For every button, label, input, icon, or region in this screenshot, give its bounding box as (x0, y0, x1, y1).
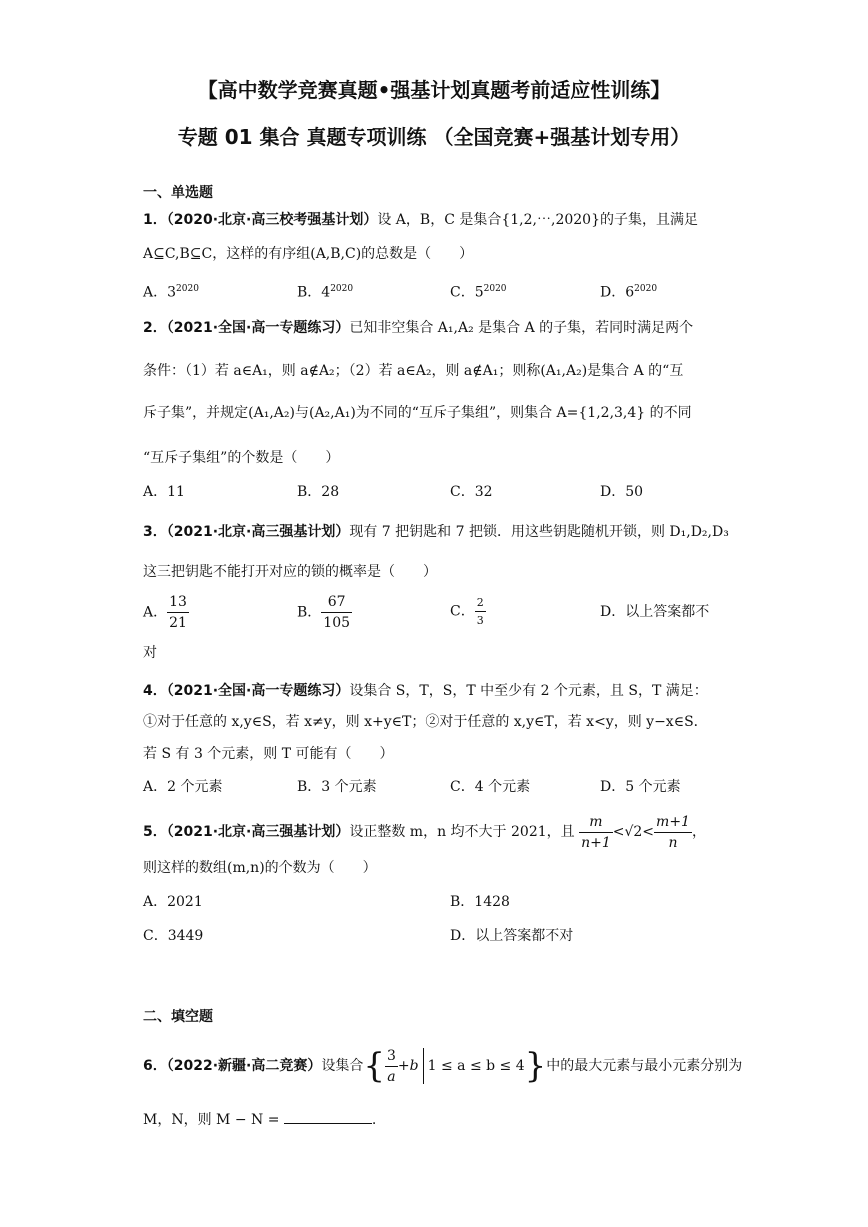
option-b: B．$4^{2020}$ (297, 284, 354, 301)
question-text: 设正整数 m，n 均不大于 2021，且 (349, 824, 575, 840)
question-number: 3． (143, 524, 167, 540)
question-5: 5．（2021·北京·高三强基计划）设正整数 m，n 均不大于 2021，且 $\frac{m}{n+1}$ <√2< $\frac{m+1}{n}$ ， (143, 813, 706, 851)
question-1 (143, 210, 723, 230)
document-title: 【高中数学竞赛真题•强基计划真题考前适应性训练】 (197, 78, 671, 102)
question-2 (143, 318, 723, 338)
fraction: $\frac{13}{21}$ (169, 594, 187, 631)
question-text: 已知非空集合 A₁,A₂ 是集合 A 的子集，若同时满足两个 (349, 320, 694, 336)
question-2-line-2: 条件：（1）若 a∈A₁，则 a∉A₂；（2）若 a∈A₂，则 a∉A₁；则称(A₁,A₂)是集合 A 的“互 (143, 363, 684, 379)
option-c: C．3449 (143, 928, 204, 944)
question-number: 4． (143, 683, 167, 699)
question-1-line-2: A⊆C,B⊆C，这样的有序组(A,B,C)的总数是（ ） (143, 246, 474, 262)
option-b: B． $\frac{67}{105}$ (297, 594, 351, 631)
question-3-line-2: 这三把钥匙不能打开对应的锁的概率是（ ） (143, 564, 437, 580)
option-c: C．4 个元素 (450, 779, 531, 795)
option-d: D．以上答案都不 (600, 604, 710, 620)
question-2-line-4: “互斥子集组”的个数是（ ） (143, 450, 340, 466)
option-b: B．28 (297, 484, 340, 500)
question-5-line-2: 则这样的数组(m,n)的个数为（ ） (143, 860, 377, 876)
question-3 (143, 522, 729, 542)
option-d: D．50 (600, 484, 644, 500)
question-6: 6．（2022·新疆·高二竞赛）设集合{ $\frac{3}{a}$ +b 1 ≤ a ≤ b ≤ 4}中的最大元素与最小元素分别为 (143, 1046, 743, 1086)
option-a: A．2021 (143, 894, 203, 910)
option-b: B．3 个元素 (297, 779, 377, 795)
fraction: $\frac{m}{n+1}$ (581, 813, 611, 851)
question-2-line-3: 斥子集”，并规定(A₁,A₂)与(A₂,A₁)为不同的“互斥子集组”，则集合 A={1,2,3,4} 的不同 (143, 405, 692, 421)
question-4-line-3: 若 S 有 3 个元素，则 T 可能有（ ） (143, 746, 394, 762)
fraction: $\frac{3}{a}$ (387, 1047, 396, 1085)
question-4 (143, 681, 723, 701)
question-number: 5． (143, 824, 167, 840)
question-source: （2022·新疆·高二竞赛） (166, 1058, 322, 1074)
question-number: 2． (143, 320, 167, 336)
inequality-text: <√2< (612, 824, 655, 840)
fraction: $\frac{m+1}{n}$ (656, 813, 690, 851)
option-b: B．1428 (450, 894, 510, 910)
option-c: C．$5^{2020}$ (450, 284, 507, 301)
question-4-line-2: ①对于任意的 x,y∈S，若 x≠y，则 x+y∈T；②对于任意的 x,y∈T，若 x<y，则 y−x∈S． (143, 714, 708, 730)
option-a: A．$3^{2020}$ (143, 284, 199, 301)
option-d: D．$6^{2020}$ (600, 284, 658, 301)
question-text: 现有 7 把钥匙和 7 把锁．用这些钥匙随机开锁，则 D₁,D₂,D₃ (349, 524, 729, 540)
question-text: 设 A，B，C 是集合{1,2,⋯,2020}的子集，且满足 (377, 212, 698, 228)
question-source: （2021·全国·高一专题练习） (166, 320, 350, 336)
document-subtitle: 专题 01 集合 真题专项训练 （全国竞赛+强基计划专用） (177, 125, 691, 149)
option-a: A．11 (143, 484, 185, 500)
section-heading-single-choice: 一、单选题 (143, 185, 213, 201)
option-d-continuation: 对 (143, 645, 157, 661)
fraction: $\frac{67}{105}$ (323, 594, 351, 631)
question-source: （2021·北京·高三强基计划） (166, 524, 350, 540)
question-text: 设集合 S，T，S，T 中至少有 2 个元素，且 S，T 满足： (349, 683, 708, 699)
option-d: D．以上答案都不对 (450, 928, 574, 944)
fraction: $\frac{2}{3}$ (476, 596, 484, 627)
option-a: A． $\frac{13}{21}$ (143, 594, 187, 631)
option-d: D．5 个元素 (600, 779, 681, 795)
option-c: C． $\frac{2}{3}$ (450, 596, 484, 627)
question-source: （2020·北京·高三校考强基计划） (166, 212, 378, 228)
section-heading-fill-blank: 二、填空题 (143, 1009, 213, 1025)
option-c: C．32 (450, 484, 493, 500)
answer-blank[interactable] (284, 1109, 372, 1124)
option-a: A．2 个元素 (143, 779, 223, 795)
question-source: （2021·全国·高一专题练习） (166, 683, 350, 699)
question-number: 1． (143, 212, 167, 228)
question-source: （2021·北京·高三强基计划） (166, 824, 350, 840)
question-number: 6． (143, 1058, 167, 1074)
question-6-line-2: M，N，则 M − N = . (143, 1109, 723, 1130)
